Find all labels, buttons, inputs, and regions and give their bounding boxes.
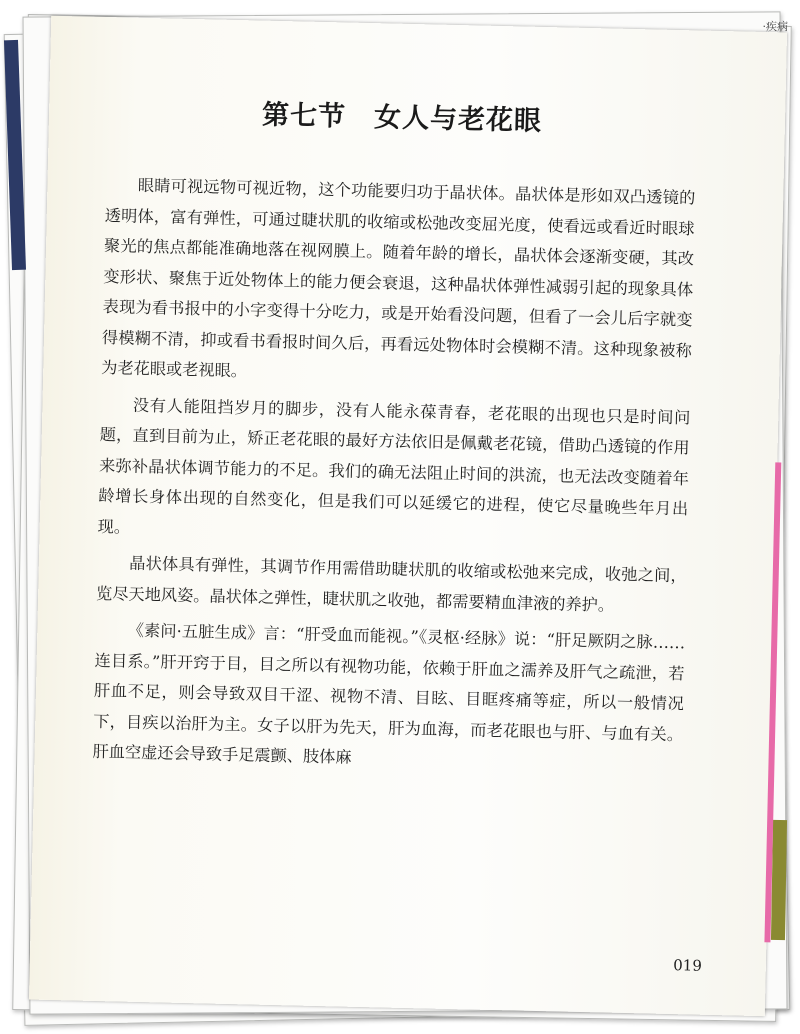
paragraph-3: 晶状体具有弹性，其调节作用需借助睫状肌的收缩或松弛来完成，收弛之间，览尽天地风姿。晶状体之弹性，睫状肌之收弛，都需要精血津液的养护。 (95, 553, 687, 615)
paragraph-2: 没有人能阻挡岁月的脚步，没有人能永葆青春，老花眼的出现也只是时间问题，直到目前为止，矫正老花眼的最好方法依旧是佩戴老花镜，借助凸透镜的作用来弥补晶状体调节能力的不足。我们的确无法阻止时间的洪流，也无法改变随着年龄增长身体出现的自然变化，但是我们可以延缓它的进程，使它尽量晚些年月出现。 (97, 395, 691, 537)
book-cover-edge-olive (771, 820, 787, 940)
page-content (92, 89, 697, 781)
paragraph-4: 《素问·五脏生成》言：“肝受血而能视。”《灵枢·经脉》说：“肝足厥阴之脉……连目系。”肝开窍于目，目之所以有视物功能，依赖于肝血之濡养及肝气之疏泄，若肝血不足，则会导致双目干涩、视物不清、目眩、目眶疼痛等症，所以一般情况下，目疾以治肝为主。女子以肝为先天，肝为血海，而老花眼也与肝、与血有关。肝血空虚还会导致手足震颤、肢体麻 (92, 620, 686, 767)
page-number: 019 (673, 956, 703, 975)
book-page (29, 16, 787, 1016)
section-title: 第七节 女人与老花眼 (261, 99, 543, 137)
paragraph-1: 眼睛可视远物可视近物，这个功能要归功于晶状体。晶状体是形如双凸透镜的透明体，富有弹性，可通过睫状肌的收缩或松弛改变屈光度，使看远或看近时眼球聚光的焦点都能准确地落在视网膜上。随着年龄的增长，晶状体会逐渐变硬，其改变形状、聚焦于近处物体上的能力便会衰退，这种晶状体弹性减弱引起的现象具体表现为看书报中的小字变得十分吃力，或是开始看没问题，但看了一会儿后字就变得模糊不清，抑或看书看报时间久后，再看远处物体时会模糊不清。这种现象被称为老花眼或老视眼。 (101, 175, 696, 381)
edge-header-text: ·疾病 (762, 20, 788, 33)
